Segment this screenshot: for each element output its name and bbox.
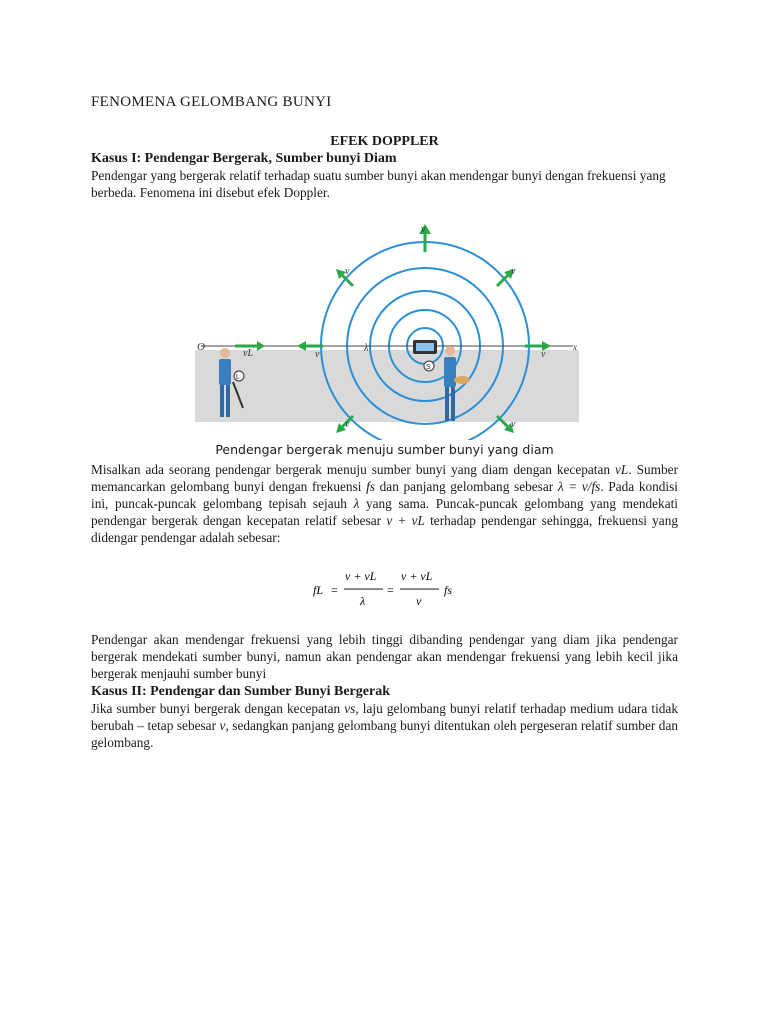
formula-den-2: v [416,594,422,608]
listener-arrowhead [257,341,265,351]
v-label-top: v [421,224,426,235]
page-title: FENOMENA GELOMBANG BUNYI [91,94,332,110]
case2-heading: Kasus II: Pendengar dan Sumber Bunyi Bergerak [91,684,390,699]
case1-paragraph-2: Pendengar akan mendengar frekuensi yang lebih tinggi dibanding pendengar yang diam jika pendengar bergerak mendekati sumber bunyi, namun akan pendengar akan mendengar frekuensi yang lebih kecil jika bergerak menjauhi sumber bunyi [91,632,678,681]
formula-num-1: v + vL [345,569,377,583]
section-heading: EFEK DOPPLER [330,134,439,149]
formula-num-2: v + vL [401,569,433,583]
vL-label: vL [243,348,253,359]
var-v: v [219,718,226,733]
var-vL: vL [615,462,629,477]
var-lambda-eq: λ = v/fs [557,479,601,494]
v-label-ur: v [511,266,516,277]
formula-lhs: fL [313,583,324,597]
formula-eq-1: = [331,583,338,597]
case1-paragraph-1: Misalkan ada seorang pendengar bergerak menuju sumber bunyi yang diam dengan kecepatan vL. Sumber memancarkan gelombang bunyi dengan frekuensi fs dan panjang gelombang sebesar λ = v/fs. Pada kondisi ini, puncak-puncak gelombang tepisah sejauh λ yang sama. Puncak-puncak gelombang yang mendekati pendengar bergerak dengan kecepatan relatif sebesar v + vL terhadap pendengar sehingga, frekuensi yang didengar pendengar adalah sebesar: [91,462,678,545]
formula-den-1: λ [360,594,366,608]
case1-intro: Pendengar yang bergerak relatif terhadap suatu sumber bunyi akan mendengar bunyi dengan frekuensi yang berbeda. Fenomena ini disebut efek Doppler. [91,168,666,200]
figure-caption: Pendengar bergerak menuju sumber bunyi yang diam [215,442,554,457]
case1-heading: Kasus I: Pendengar Bergerak, Sumber bunyi Diam [91,151,397,166]
case2-paragraph: Jika sumber bunyi bergerak dengan kecepatan vs, laju gelombang bunyi relatif terhadap medium udara tidak berubah – tetap sebesar v, sedangkan panjang gelombang bunyi ditentukan oleh pergeseran relatif sumber dan gelombang. [91,701,679,750]
var-vsum: v + vL [386,513,425,528]
var-vs: vs [344,701,356,716]
origin-label: O [197,341,205,353]
formula-eq-2: = [387,583,394,597]
doppler-figure [195,222,579,440]
v-label-right: v [541,349,546,360]
case2-block [91,684,678,751]
var-lambda: λ [353,496,360,511]
v-label-ul: v [345,266,350,277]
v-label-dl: v [345,419,350,430]
axis-end-label: x [573,342,577,352]
formula-rhs: fs [444,583,453,597]
listener-marker: L [236,374,240,381]
v-label-dr: v [511,419,516,430]
lambda-label: λ [364,343,369,354]
case1-block [91,151,678,201]
source-marker: S [426,364,431,371]
var-fs: fs [366,479,375,494]
doppler-formula [313,568,463,612]
v-label-left: v [315,349,320,360]
